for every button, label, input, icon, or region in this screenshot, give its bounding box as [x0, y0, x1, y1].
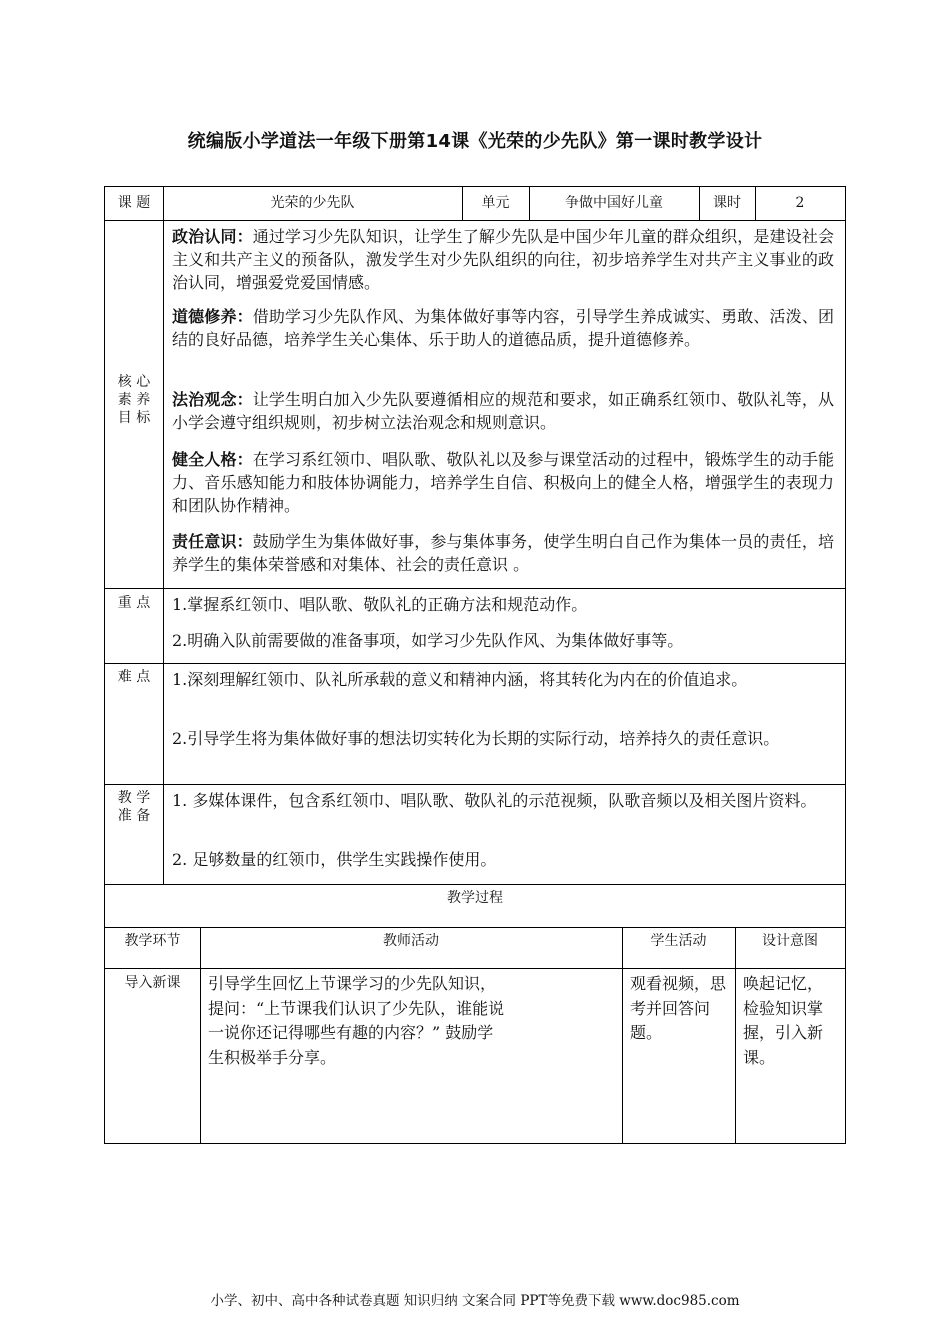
hours-value: 2 [795, 195, 805, 211]
column-header-student: 学生活动 [650, 933, 707, 949]
difficulty-item: 1.深刻理解红领巾、队礼所承载的意义和精神内涵，将其转化为内在的价值追求。 [172, 670, 748, 689]
preparation-item: 2. 足够数量的红领巾，供学生实践操作使用。 [172, 850, 497, 869]
unit-value: 争做中国好儿童 [565, 195, 663, 211]
column-header-intent: 设计意图 [762, 933, 818, 949]
goal-legal: 法治观念：让学生明白加入少先队要遵循相应的规范和要求，如正确系红领巾、敬队礼等，从小学会遵守组织规则，初步树立法治观念和规则意识。 [172, 390, 834, 432]
column-header-teacher: 教师活动 [383, 933, 439, 949]
process-title: 教学过程 [447, 890, 503, 906]
difficulties-label: 难 点 [117, 669, 151, 685]
hours-label: 课时 [713, 195, 741, 211]
row-teacher-activity: 引导学生回忆上节课学习的少先队知识，提问：“上节课我们认识了少先队，谁能说一说你还记得哪些有趣的内容？” 鼓励学生积极举手分享。 [208, 974, 505, 1067]
key-points-label: 重 点 [117, 595, 151, 611]
row-stage: 导入新课 [124, 975, 181, 991]
topic-label: 课 题 [117, 195, 151, 211]
key-point-item: 1.掌握系红领巾、唱队歌、敬队礼的正确方法和规范动作。 [172, 595, 588, 614]
lesson-plan-table [104, 186, 846, 1144]
row-student-activity: 观看视频，思考并回答问题。 [630, 974, 727, 1042]
page-footer: 小学、初中、高中各种试卷真题 知识归纳 文案合同 PPT等免费下载 www.doc985.com [210, 1293, 740, 1309]
goal-moral: 道德修养：借助学习少先队作风、为集体做好事等内容，引导学生养成诚实、勇敢、活泼、团结的良好品德，培养学生关心集体、乐于助人的道德品质，提升道德修养。 [172, 307, 834, 349]
goal-responsibility: 责任意识：鼓励学生为集体做好事，参与集体事务，使学生明白自己作为集体一员的责任，培养学生的集体荣誉感和对集体、社会的责任意识 。 [172, 532, 834, 574]
row-design-intent: 唤起记忆，检验知识掌握，引入新课。 [743, 974, 824, 1067]
preparation-item: 1. 多媒体课件，包含系红领巾、唱队歌、敬队礼的示范视频，队歌音频以及相关图片资料。 [172, 791, 817, 810]
preparation-label: 教 学 准 备 [117, 790, 151, 824]
goal-personality: 健全人格：在学习系红领巾、唱队歌、敬队礼以及参与课堂活动的过程中，锻炼学生的动手能力、音乐感知能力和肢体协调能力，培养学生自信、积极向上的健全人格，增强学生的表现力和团队协作精神。 [172, 450, 834, 515]
document-title: 统编版小学道法一年级下册第14课《光荣的少先队》第一课时教学设计 [187, 131, 763, 152]
key-point-item: 2.明确入队前需要做的准备事项，如学习少先队作风、为集体做好事等。 [172, 631, 684, 650]
topic-value: 光荣的少先队 [270, 195, 355, 211]
core-goals-label: 核 心 素 养 目 标 [117, 374, 151, 426]
goal-political: 政治认同：通过学习少先队知识，让学生了解少先队是中国少年儿童的群众组织，是建设社会主义和共产主义的预备队，激发学生对少先队组织的向往，初步培养学生对共产主义事业的政治认同，增强爱党爱国情感。 [172, 227, 834, 292]
column-header-stage: 教学环节 [124, 933, 181, 949]
difficulty-item: 2.引导学生将为集体做好事的想法切实转化为长期的实际行动，培养持久的责任意识。 [172, 729, 780, 748]
unit-label: 单元 [481, 195, 510, 211]
